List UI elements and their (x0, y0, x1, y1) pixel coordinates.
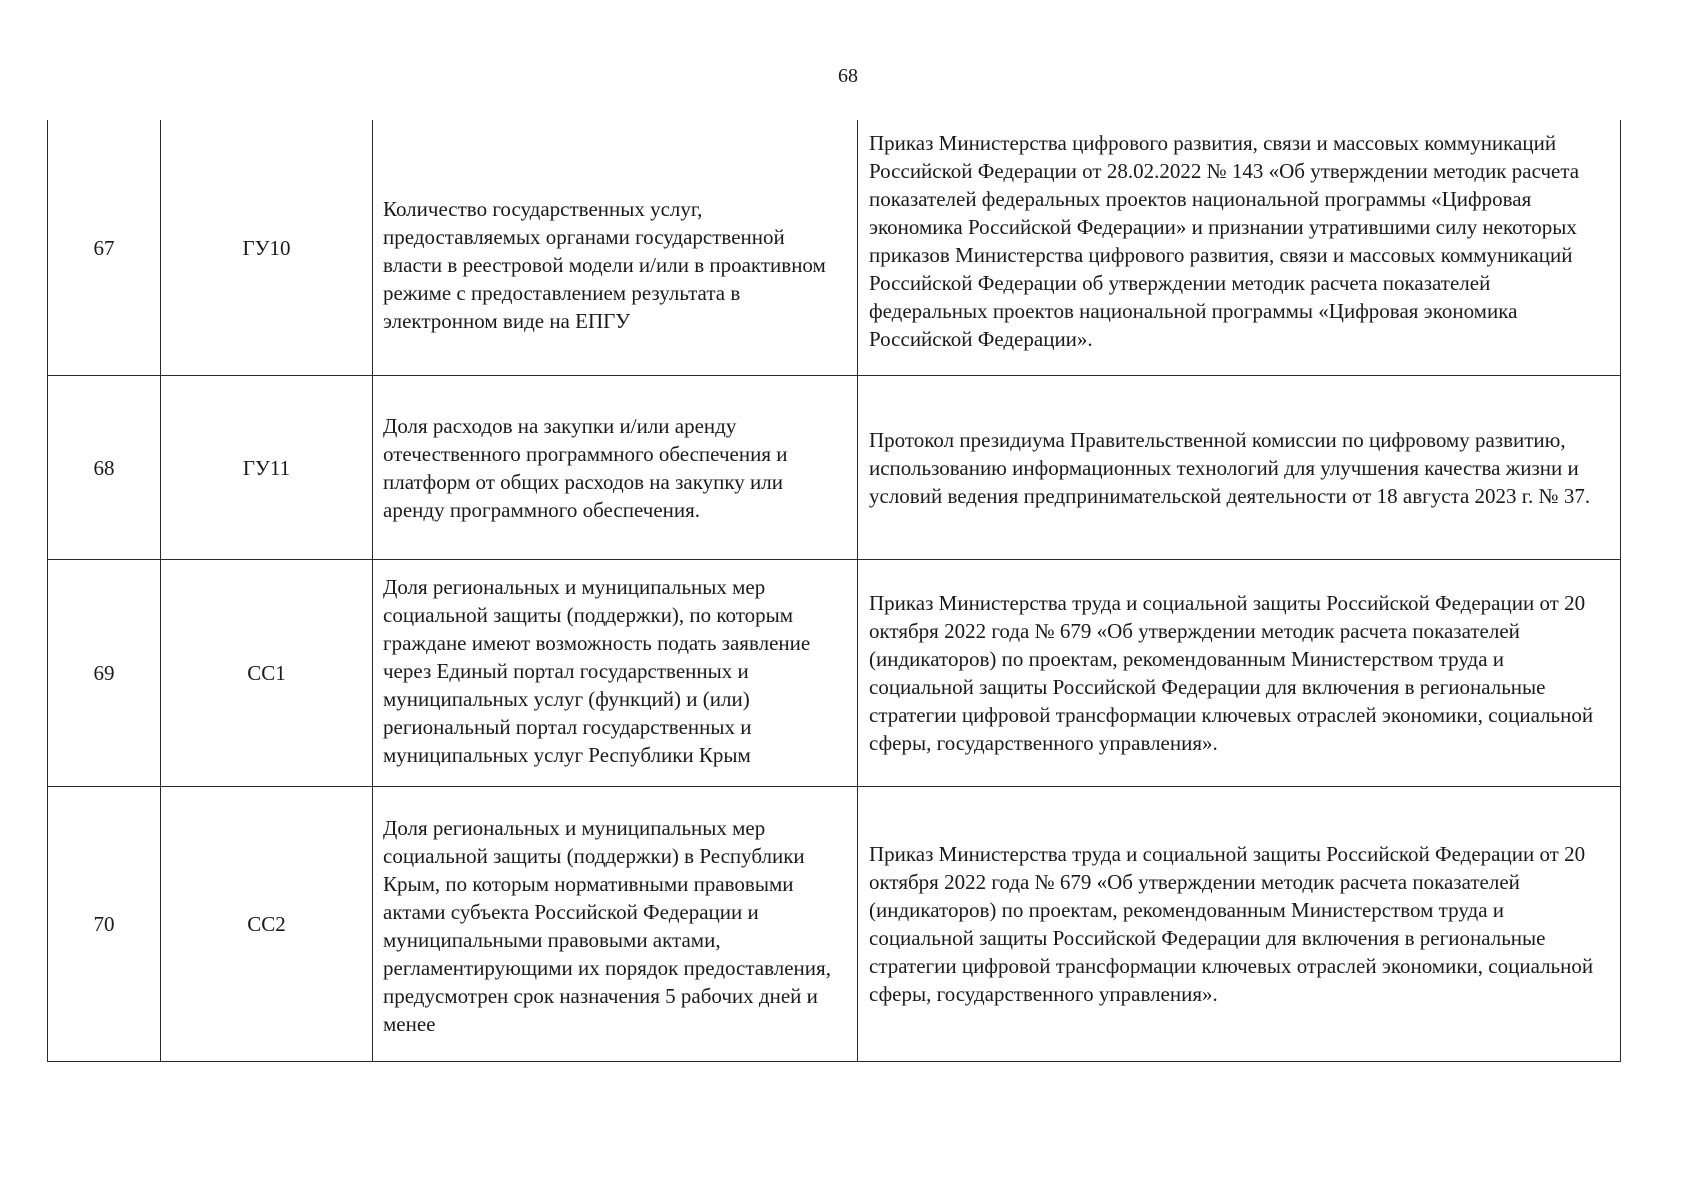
indicator-name: Количество государственных услуг, предоставляемых органами государственной власти в реестровой модели и/или в проактивном режиме с предоставлением результата в электронном виде на ЕПГУ (383, 196, 826, 333)
indicator-name-cell (373, 560, 858, 787)
table-row (48, 120, 1621, 376)
indicator-name: Доля региональных и муниципальных мер социальной защиты (поддержки) в Республики Крым, по которым нормативными правовыми актами субъекта Российской Федерации и муниципальными правовыми актами, регламентирующими их порядок предоставления, предусмотрен срок назначения 5 рабочих дней и менее (383, 816, 831, 1036)
document-cell (858, 787, 1621, 1062)
document-cell (858, 560, 1621, 787)
table-row (48, 787, 1621, 1062)
row-number: 69 (48, 560, 161, 787)
page-number: 68 (838, 65, 858, 87)
document-reference: Приказ Министерства труда и социальной защиты Российской Федерации от 20 октября 2022 года № 679 «Об утверждении методик расчета показателей (индикаторов) по проектам, рекомендованным Министерством труда и социальной защиты Российской Федерации для включения в региональные стратегии цифровой трансформации ключевых отраслей экономики, социальной сферы, государственного управления». (869, 591, 1594, 755)
document-reference: Приказ Министерства цифрового развития, связи и массовых коммуникаций Российской Федерации от 28.02.2022 № 143 «Об утверждении методик расчета показателей федеральных проектов национальной программы «Цифровая экономика Российской Федерации» и признании утратившими силу некоторых приказов Министерства цифрового развития, связи и массовых коммуникаций Российской Федерации об утверждении методик расчета показателей федеральных проектов национальной программы «Цифровая экономика Российской Федерации». (869, 130, 1580, 351)
indicator-name-cell (373, 376, 858, 560)
row-number: 70 (48, 787, 161, 1062)
document-reference: Протокол президиума Правительственной комиссии по цифровому развитию, использованию информационных технологий для улучшения качества жизни и условий ведения предпринимательской деятельности от 18 августа 2023 г. № 37. (869, 427, 1591, 508)
indicator-name-cell (373, 787, 858, 1062)
row-number: 67 (48, 120, 161, 376)
table-row (48, 376, 1621, 560)
document-cell (858, 120, 1621, 376)
indicator-name-cell (373, 120, 858, 376)
table-row (48, 560, 1621, 787)
indicator-code: ГУ11 (161, 376, 373, 560)
document-cell (858, 376, 1621, 560)
indicator-code: ГУ10 (161, 120, 373, 376)
indicator-name: Доля региональных и муниципальных мер социальной защиты (поддержки), по которым граждане имеют возможность подать заявление через Единый портал государственных и муниципальных услуг (функций) и (или) региональный портал государственных и муниципальных услуг Республики Крым (383, 575, 811, 767)
indicator-code: СС1 (161, 560, 373, 787)
row-number: 68 (48, 376, 161, 560)
indicator-name: Доля расходов на закупки и/или аренду отечественного программного обеспечения и платформ от общих расходов на закупку или аренду программного обеспечения. (383, 413, 788, 522)
document-reference: Приказ Министерства труда и социальной защиты Российской Федерации от 20 октября 2022 года № 679 «Об утверждении методик расчета показателей (индикаторов) по проектам, рекомендованным Министерством труда и социальной защиты Российской Федерации для включения в региональные стратегии цифровой трансформации ключевых отраслей экономики, социальной сферы, государственного управления». (869, 842, 1594, 1006)
indicator-code: СС2 (161, 787, 373, 1062)
indicators-table (47, 120, 1621, 1062)
